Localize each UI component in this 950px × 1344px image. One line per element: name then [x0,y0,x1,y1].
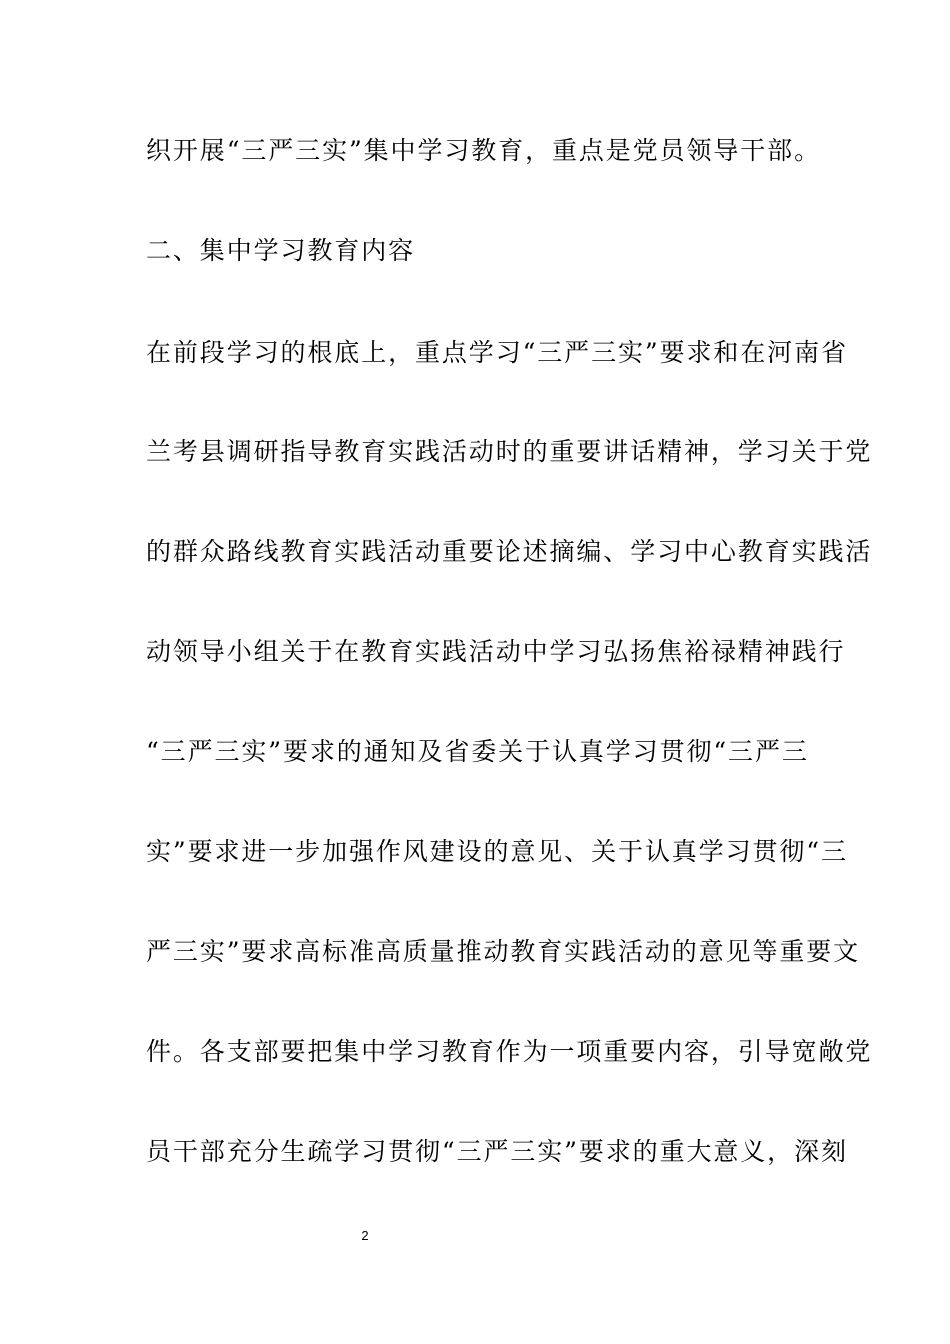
paragraph-line: 在前段学习的根底上，重点学习“三严三实”要求和在河南省 [146,338,848,367]
page-number: 2 [361,1228,369,1243]
paragraph-line: “三严三实”要求的通知及省委关于认真学习贯彻“三严三 [146,737,809,766]
paragraph-line: 件。各支部要把集中学习教育作为一项重要内容，引导宽敞党 [146,1037,873,1066]
paragraph-line: 动领导小组关于在教育实践活动中学习弘扬焦裕禄精神践行 [146,637,846,666]
paragraph-line: 实”要求进一步加强作风建设的意见、关于认真学习贯彻“三 [146,837,848,866]
paragraph-line: 织开展“三严三实”集中学习教育，重点是党员领导干部。 [146,136,821,165]
section-heading: 二、集中学习教育内容 [146,236,416,265]
paragraph-line: 员干部充分生疏学习贯彻“三严三实”要求的重大意义，深刻 [146,1137,848,1166]
paragraph-line: 严三实”要求高标准高质量推动教育实践活动的意见等重要文 [146,937,861,966]
paragraph-line: 的群众路线教育实践活动重要论述摘编、学习中心教育实践活 [146,537,873,566]
paragraph-line: 兰考县调研指导教育实践活动时的重要讲话精神，学习关于党 [146,437,873,466]
